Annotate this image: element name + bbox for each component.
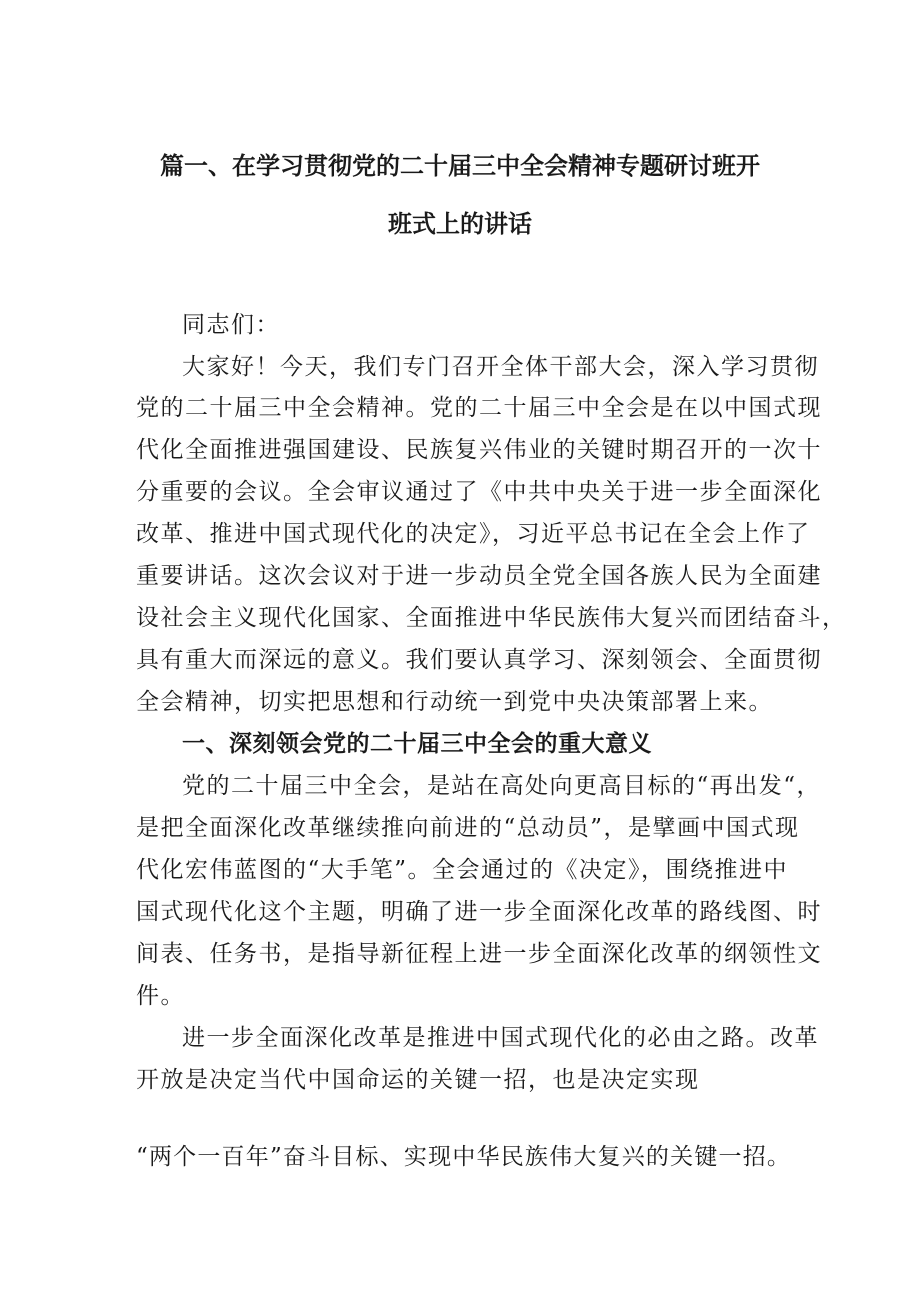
paragraph-1-line: 分重要的会议。全会审议通过了《中共中央关于进一步全面深化 (136, 479, 822, 505)
paragraph-2-line: 是把全面深化改革继续推向前进的“总动员”，是擘画中国式现 (136, 815, 800, 841)
paragraph-3-line: “两个一百年”奋斗目标、实现中华民族伟大复兴的关键一招。 (136, 1144, 792, 1170)
paragraph-2-line: 国式现代化这个主题，明确了进一步全面深化改革的路线图、时 (136, 899, 822, 925)
salutation: 同志们： (182, 312, 280, 338)
section-1-heading: 一、深刻领会党的二十届三中全会的重大意义 (182, 731, 652, 757)
paragraph-2-line: 间表、任务书，是指导新征程上进一步全面深化改革的纲领性文 (136, 941, 822, 967)
paragraph-1-line: 党的二十届三中全会精神。党的二十届三中全会是在以中国式现 (136, 395, 822, 421)
paragraph-1-line: 改革、推进中国式现代化的决定》，习近平总书记在全会上作了 (136, 521, 811, 547)
paragraph-3-line: 开放是决定当代中国命运的关键一招，也是决定实现 (136, 1067, 700, 1093)
paragraph-1-line: 大家好！今天，我们专门召开全体干部大会，深入学习贯彻 (182, 354, 819, 380)
paragraph-2-line: 党的二十届三中全会，是站在高处向更高目标的“再出发“， (182, 773, 822, 799)
paragraph-1-line: 全会精神，切实把思想和行动统一到党中央决策部署上来。 (136, 689, 773, 715)
paragraph-1-line: 具有重大而深远的意义。我们要认真学习、深刻领会、全面贯彻 (136, 647, 822, 673)
paragraph-1-line: 重要讲话。这次会议对于进一步动员全党全国各族人民为全面建 (136, 563, 822, 589)
paragraph-3-line: 进一步全面深化改革是推进中国式现代化的必由之路。改革 (182, 1025, 819, 1051)
document-title-line-1: 篇一、在学习贯彻党的二十届三中全会精神专题研讨班开 (160, 152, 760, 180)
paragraph-1-line: 设社会主义现代化国家、全面推进中华民族伟大复兴而团结奋斗， (136, 605, 847, 631)
paragraph-2-line: 代化宏伟蓝图的“大手笔”。全会通过的《决定》，围绕推进中 (136, 857, 789, 883)
document-title-line-2: 班式上的讲话 (388, 210, 532, 238)
paragraph-1-line: 代化全面推进强国建设、民族复兴伟业的关键时期召开的一次十 (136, 437, 822, 463)
paragraph-2-line: 件。 (136, 983, 185, 1009)
